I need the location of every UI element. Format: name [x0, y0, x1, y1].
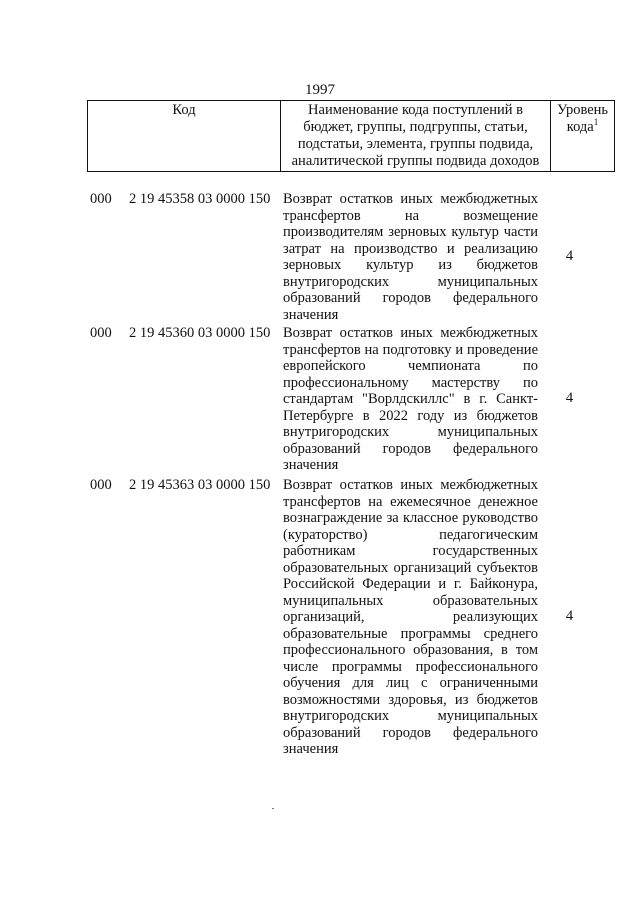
header-code — [88, 101, 281, 172]
row-name: Возврат остатков иных межбюджетных трансфертов на возмещение производителям зерновых культур части затрат на производство и реализацию зерновых культур из бюджетов внутригородских муниципальных образований городов федерального значения — [283, 191, 538, 323]
page-number: 1997 — [305, 82, 335, 98]
header-level — [551, 101, 615, 172]
row-admin-code: 000 — [90, 191, 112, 207]
row-code: 2 19 45360 03 0000 150 — [129, 325, 271, 341]
row-code: 2 19 45358 03 0000 150 — [129, 191, 271, 207]
row-name: Возврат остатков иных межбюджетных трансфертов на подготовку и проведение европейского чемпионата по профессиональному мастерству по стандартам "Ворлдскиллс" в г. Санкт-Петербурге в 2022 году из бюджетов внутригородских муниципальных образований городов федерального значения — [283, 325, 538, 473]
header-name — [281, 101, 551, 172]
scan-mark — [272, 808, 274, 809]
table-row — [87, 477, 599, 767]
header-level-label: Уровень кода — [556, 102, 609, 135]
row-level: 4 — [565, 248, 574, 264]
table-row — [87, 191, 599, 325]
row-admin-code: 000 — [90, 477, 112, 493]
row-admin-code: 000 — [90, 325, 112, 341]
row-level: 4 — [565, 608, 574, 624]
table-row — [87, 325, 599, 477]
header-level-footnote: 1 — [593, 117, 599, 128]
header-code-label: Код — [172, 102, 196, 118]
header-name-label: Наименование кода поступлений в бюджет, группы, подгруппы, статьи, подстатьи, элемента, группы подвида, аналитической группы подвида доходов — [291, 102, 540, 169]
table-header — [87, 100, 615, 172]
row-name: Возврат остатков иных межбюджетных трансфертов на ежемесячное денежное вознаграждение за классное руководство (кураторство) педагогическим работникам государственных образовательных организаций субъектов Российской Федерации и г. Байконура, муниципальных образовательных организаций, реализующих образовательные программы среднего профессионального образования, в том числе программы профессионального обучения для лиц с ограниченными возможностями здоровья, из бюджетов внутригородских муниципальных образований городов федерального значения — [283, 477, 538, 757]
row-level: 4 — [565, 390, 574, 406]
row-code: 2 19 45363 03 0000 150 — [129, 477, 271, 493]
